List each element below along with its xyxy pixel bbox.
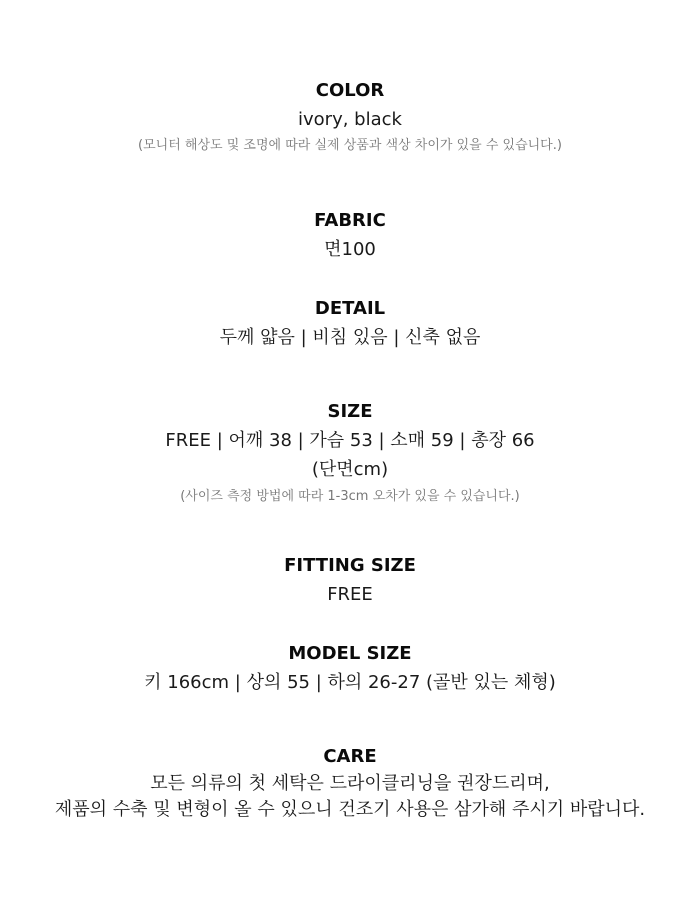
color-note: (모니터 해상도 및 조명에 따라 실제 상품과 색상 차이가 있을 수 있습니다.) xyxy=(138,138,562,153)
size-heading: SIZE xyxy=(327,401,373,422)
model-size-heading: MODEL SIZE xyxy=(288,643,412,664)
care-heading: CARE xyxy=(323,746,377,767)
size-note: (사이즈 측정 방법에 따라 1-3cm 오차가 있을 수 있습니다.) xyxy=(180,489,520,504)
size-unit: (단면cm) xyxy=(311,459,389,480)
color-heading: COLOR xyxy=(315,80,385,101)
fabric-heading: FABRIC xyxy=(314,210,386,231)
color-value: ivory, black xyxy=(298,109,402,130)
care-line-1: 모든 의류의 첫 세탁은 드라이클리닝을 권장드리며, xyxy=(150,773,550,794)
model-size-value: 키 166cm | 상의 55 | 하의 26-27 (골반 있는 체형) xyxy=(144,672,556,693)
fitting-size-value: FREE xyxy=(327,584,373,605)
care-line-2: 제품의 수축 및 변형이 올 수 있으니 건조기 사용은 삼가해 주시기 바랍니다. xyxy=(54,799,646,820)
fitting-size-heading: FITTING SIZE xyxy=(284,555,416,576)
detail-value: 두께 얇음 | 비침 있음 | 신축 없음 xyxy=(219,327,481,348)
fabric-value: 면100 xyxy=(324,239,376,260)
detail-heading: DETAIL xyxy=(314,298,386,319)
size-value: FREE | 어깨 38 | 가슴 53 | 소매 59 | 총장 66 xyxy=(165,430,535,451)
